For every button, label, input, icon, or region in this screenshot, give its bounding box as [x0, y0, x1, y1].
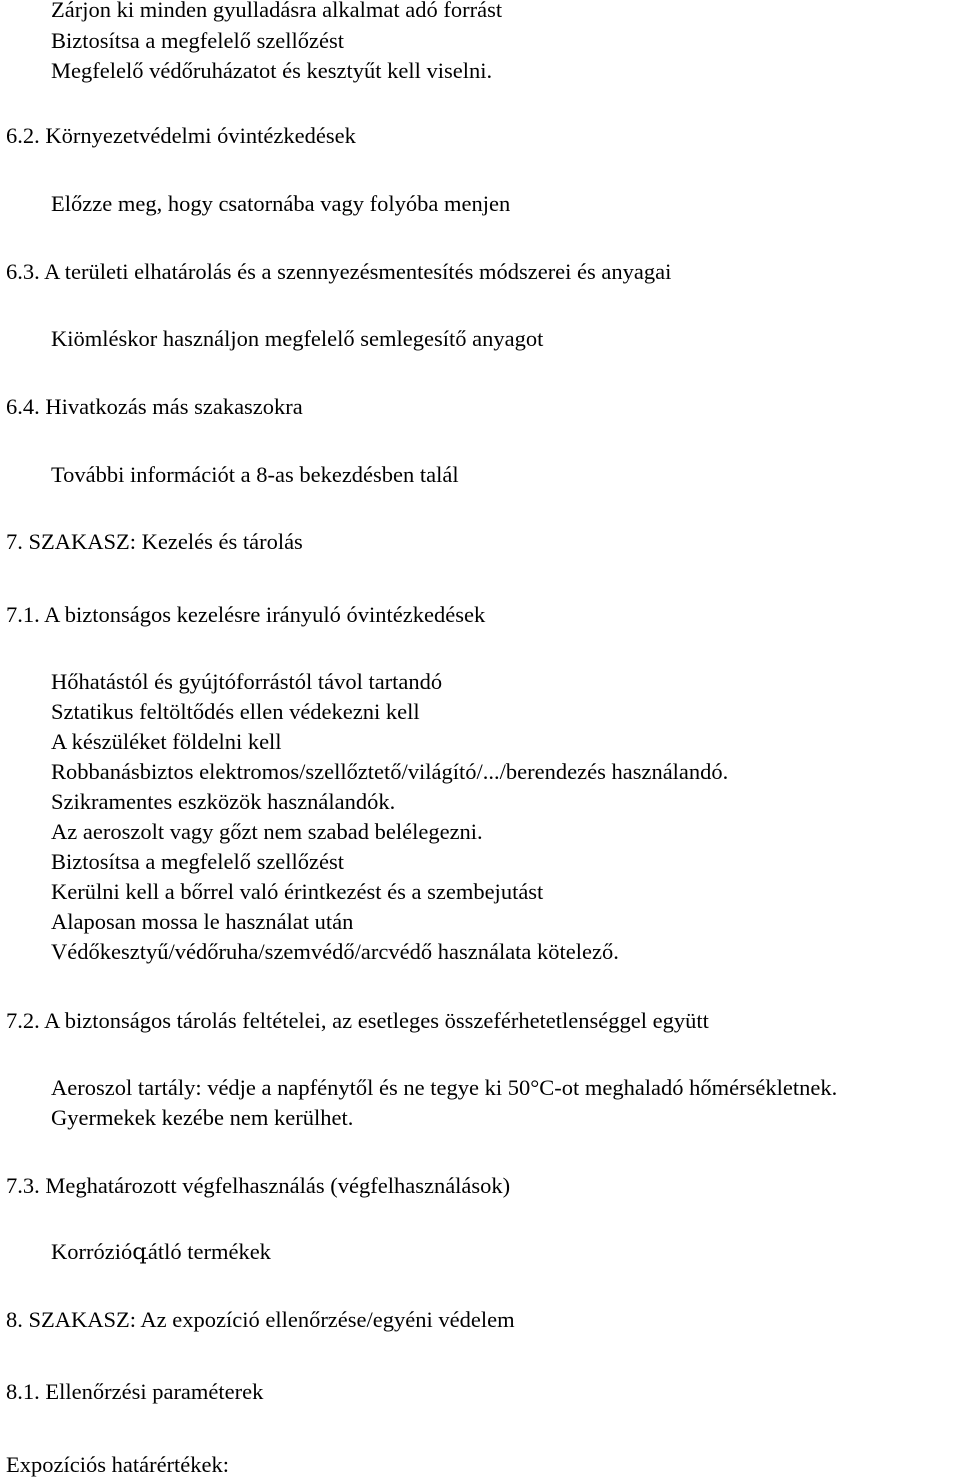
- text-line: Megfelelő védőruházatot és kesztyűt kell viselni.: [51, 58, 493, 83]
- text-line: Az aeroszolt vagy gőzt nem szabad belélegezni.: [51, 819, 483, 844]
- text-line: Aeroszol tartály: védje a napfénytől és ne tegye ki 50°C-ot meghaladó hőmérsékletnek.: [51, 1075, 838, 1100]
- text-line: Gyermekek kezébe nem kerülhet.: [51, 1105, 354, 1130]
- text-line: Zárjon ki minden gyulladásra alkalmat adó forrást: [51, 0, 503, 22]
- text-line: Szikramentes eszközök használandók.: [51, 789, 396, 814]
- section-heading-7-2: 7.2. A biztonságos tárolás feltételei, az esetleges összeférhetetlenséggel együtt: [6, 1008, 709, 1033]
- text-line: Biztosítsa a megfelelő szellőzést: [51, 28, 345, 53]
- text-line: Védőkesztyű/védőruha/szemvédő/arcvédő használata kötelező.: [51, 939, 619, 964]
- text-line: Alaposan mossa le használat után: [51, 909, 354, 934]
- text-line: Biztosítsa a megfelelő szellőzést: [51, 849, 345, 874]
- section-heading-6-4: 6.4. Hivatkozás más szakaszokra: [6, 394, 303, 419]
- section-heading-6-3: 6.3. A területi elhatárolás és a szennyezésmentesítés módszerei és anyagai: [6, 259, 672, 284]
- text-line: Kiömléskor használjon megfelelő semlegesítő anyagot: [51, 326, 544, 351]
- section-heading-8-1: 8.1. Ellenőrzési paraméterek: [6, 1379, 264, 1404]
- section-heading-8: 8. SZAKASZ: Az expozíció ellenőrzése/egyéni védelem: [6, 1307, 515, 1332]
- section-heading-7-1: 7.1. A biztonságos kezelésre irányuló óvintézkedések: [6, 602, 486, 627]
- section-heading-6-2: 6.2. Környezetvédelmi óvintézkedések: [6, 123, 356, 148]
- section-heading-7: 7. SZAKASZ: Kezelés és tárolás: [6, 529, 303, 554]
- text-line: Előzze meg, hogy csatornába vagy folyóba menjen: [51, 191, 511, 216]
- text-line: Sztatikus feltöltődés ellen védekezni kell: [51, 699, 420, 724]
- text-line: Hőhatástól és gyújtóforrástól távol tartandó: [51, 669, 443, 694]
- section-heading-7-3: 7.3. Meghatározott végfelhasználás (végfelhasználások): [6, 1173, 511, 1198]
- text-line: Kerülni kell a bőrrel való érintkezést és a szembejutást: [51, 879, 544, 904]
- text-line: Korrózióգátló termékek: [51, 1239, 271, 1264]
- text-line: További információt a 8-as bekezdésben talál: [51, 462, 459, 487]
- text-line: Robbanásbiztos elektromos/szellőztető/világító/.../berendezés használandó.: [51, 759, 729, 784]
- text-line: Expozíciós határértékek:: [6, 1452, 230, 1477]
- text-line: A készüléket földelni kell: [51, 729, 282, 754]
